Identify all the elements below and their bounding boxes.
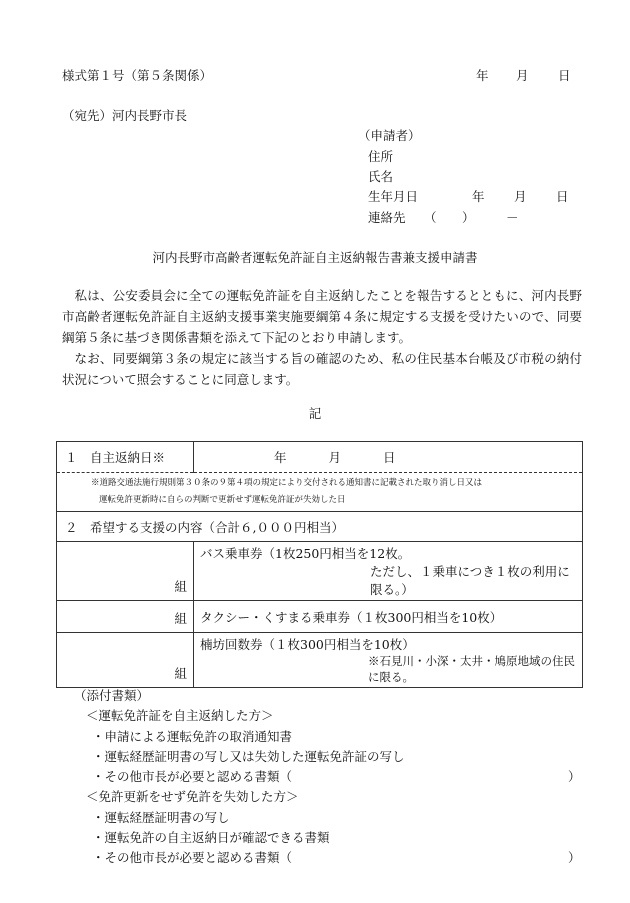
s2-item-3-close: ） — [568, 850, 581, 865]
s1-item-2: ・運転経歴証明書の写し又は失効した運転免許証の写し — [92, 749, 405, 764]
return-date-day: 日 — [383, 450, 396, 465]
note-line-1: ※道路交通法施行規則第３０条の９第４項の規定により交付される通知書に記載された取り消し日又は — [91, 478, 483, 488]
note-line-2: 運転免許更新時に自らの判断で更新せず運転免許証が失効した日 — [99, 495, 346, 505]
taxi-ticket-option — [194, 601, 583, 633]
s2-item-2: ・運転免許の自主返納日が確認できる書類 — [92, 830, 330, 845]
birth-year: 年 — [472, 189, 485, 204]
attachments-heading: （添付書類） — [74, 688, 150, 703]
applicant-heading: （申請者） — [358, 128, 421, 143]
bus-line-2: ただし、１乗車につき１枚の利用に限る。） — [370, 564, 570, 597]
attachments-section-2: ＜免許更新をせず免許を失効した方＞ — [86, 789, 299, 804]
birth-day: 日 — [556, 189, 569, 204]
date-year: 年 — [476, 68, 489, 83]
s1-item-1: ・申請による運転免許の取消通知書 — [92, 729, 293, 744]
taxi-line-1: タクシー・くすまる乗車券（１枚300円相当を10枚） — [200, 609, 503, 625]
body-paragraph-2: なお、同要綱第３条の規定に該当する旨の確認のため、私の住民基本台帳及び市税の納付状況について照会することに同意します。 — [62, 351, 582, 387]
ki-heading: 記 — [308, 406, 322, 421]
s1-item-3: ・その他市長が必要と認める書類（ — [92, 769, 293, 784]
document-title: 河内長野市高齢者運転免許証自主返納報告書兼支援申請書 — [152, 250, 478, 265]
kusubo-ticket-quantity[interactable] — [57, 633, 194, 688]
birth-month: 月 — [514, 189, 527, 204]
kusubo-unit: 組 — [174, 666, 187, 681]
s2-item-1: ・運転経歴証明書の写し — [92, 810, 230, 825]
attachments-section-1: ＜運転免許証を自主返納した方＞ — [86, 708, 274, 723]
date-day: 日 — [558, 68, 571, 83]
return-date-label: １ 自主返納日※ — [57, 442, 194, 473]
contact-paren-open: （ — [424, 210, 437, 225]
contact-label: 連絡先 — [368, 210, 406, 225]
name-label: 氏名 — [368, 169, 394, 184]
bus-ticket-option — [194, 542, 583, 601]
s2-item-3: ・その他市長が必要と認める書類（ — [92, 850, 293, 865]
return-date-field[interactable] — [194, 442, 583, 473]
bus-ticket-quantity[interactable] — [57, 542, 194, 601]
address-label: 住所 — [368, 149, 394, 164]
kusubo-line-1: 楠坊回数券（１枚300円相当を10枚） — [200, 637, 415, 652]
return-date-note — [57, 473, 583, 512]
contact-paren-close: ） — [462, 210, 475, 225]
bus-unit: 組 — [174, 579, 187, 594]
return-date-year: 年 — [274, 450, 287, 465]
kusubo-line-2: ※石見川・小深・太井・鳩原地域の住民に限る。 — [368, 654, 575, 684]
birth-label: 生年月日 — [368, 189, 419, 204]
return-date-month: 月 — [328, 450, 342, 465]
application-table — [56, 441, 583, 688]
kusubo-ticket-option — [194, 633, 583, 688]
bus-line-1: バス乗車券（1枚250円相当を12枚。 — [200, 546, 411, 561]
s1-item-3-close: ） — [568, 769, 581, 784]
taxi-ticket-quantity[interactable] — [57, 601, 194, 633]
contact-dash: － — [506, 210, 519, 225]
addressee: （宛先）河内長野市長 — [62, 108, 188, 123]
taxi-unit: 組 — [174, 611, 187, 626]
body-paragraph-1: 私は、公安委員会に全ての運転免許証を自主返納したことを報告するとともに、河内長野市高齢者運転免許証自主返納支援事業実施要綱第４条に規定する支援を受けたいので、同要綱第５条に基づき関係書類を添えて下記のとおり申請します。 — [62, 288, 582, 345]
date-month: 月 — [516, 68, 529, 83]
form-id: 様式第１号（第５条関係） — [62, 68, 213, 83]
support-content-label: ２ 希望する支援の内容（合計６,０００円相当） — [57, 512, 583, 542]
